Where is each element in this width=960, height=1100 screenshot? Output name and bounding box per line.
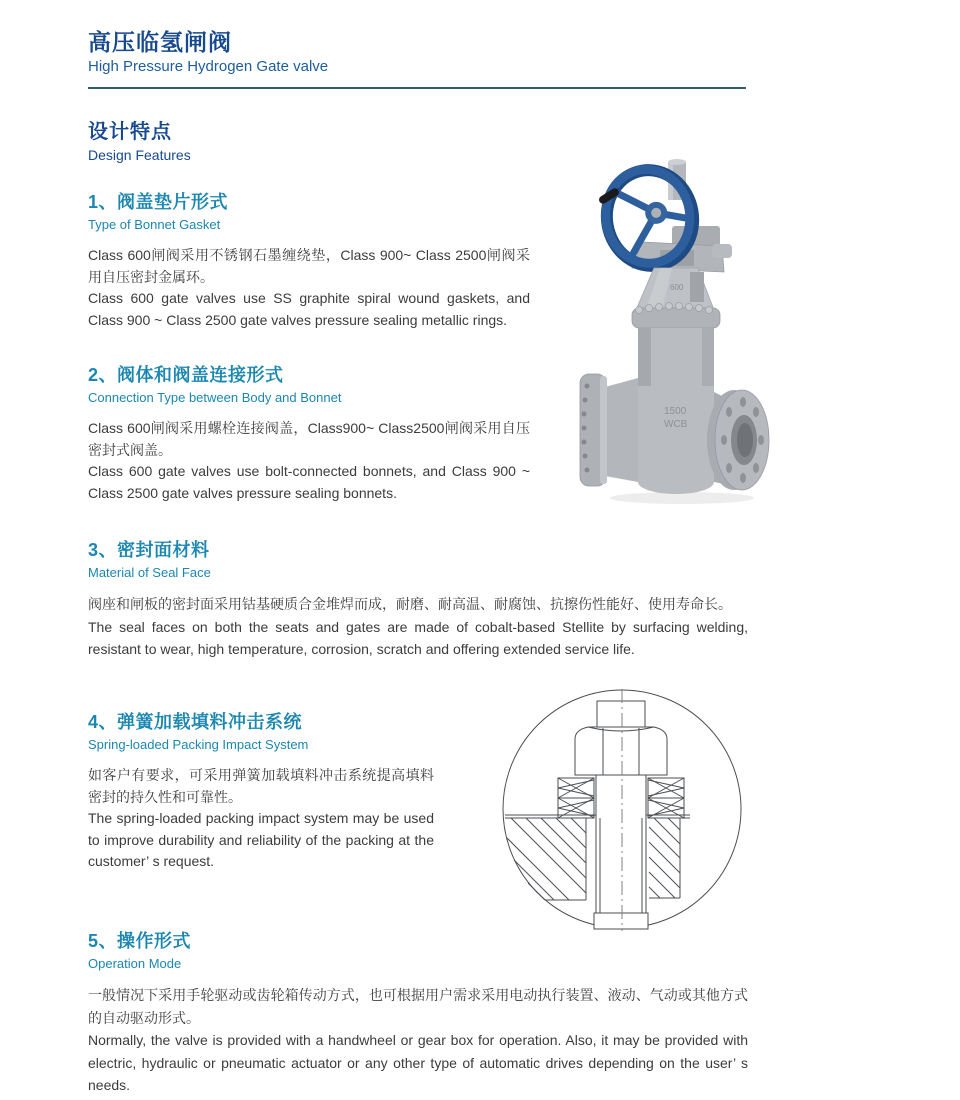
- belleville-washers-right: [648, 778, 684, 818]
- section-5-title-zh: 5、操作形式: [88, 931, 192, 951]
- section-3-title-en: Material of Seal Face: [88, 565, 211, 580]
- section-2-title-zh: 2、阀体和阀盖连接形式: [88, 365, 284, 385]
- section-4-title-en: Spring-loaded Packing Impact System: [88, 737, 309, 752]
- section-2-body-en: Class 600 gate valves use bolt-connected bonnets, and Class 900 ~ Class 2500 gate valves pressure sealing bonnets.: [88, 463, 530, 501]
- valve-bonnet: [636, 268, 714, 310]
- hatched-gland-left: [507, 818, 586, 900]
- hex-nut: [575, 701, 667, 775]
- section-1-title-zh: 1、阀盖垫片形式: [88, 192, 229, 212]
- design-features-en: Design Features: [88, 147, 191, 163]
- gate-valve-photo: [572, 150, 777, 508]
- section-seal-face-material: [88, 540, 748, 661]
- section-1-body: [88, 245, 530, 331]
- section-5-body: [88, 984, 748, 1097]
- body-marking-class: 1500: [664, 406, 687, 417]
- section-1-body-en: Class 600 gate valves use SS graphite spiral wound gaskets, and Class 900 ~ Class 2500 gate valves pressure sealing metallic rings.: [88, 290, 530, 328]
- page-header: [88, 28, 328, 76]
- section-bonnet-gasket: [88, 192, 530, 331]
- design-features-zh: 设计特点: [88, 121, 172, 143]
- section-5-body-en: Normally, the valve is provided with a handwheel or gear box for operation. Also, it may be provided with electric, hydraulic or pneumatic actuator or any other type of automatic drives depending on the user’ s needs.: [88, 1032, 748, 1093]
- section-operation-mode: [88, 931, 748, 1097]
- section-body-bonnet-connection: [88, 365, 530, 504]
- left-flange: [580, 374, 607, 486]
- section-5-body-zh: 一般情况下采用手轮驱动或齿轮箱传动方式，也可根据用户需求采用电动执行装置、液动、气动或其他方式的自动驱动形式。: [88, 987, 748, 1026]
- section-3-title-zh: 3、密封面材料: [88, 540, 210, 560]
- section-spring-loaded-packing: [88, 712, 434, 873]
- section-3-body-zh: 阀座和闸板的密封面采用钴基硬质合金堆焊而成，耐磨、耐高温、耐腐蚀、抗擦伤性能好、使用寿命长。: [88, 596, 732, 612]
- section-3-body-en: The seal faces on both the seats and gates are made of cobalt-based Stellite by surfacing welding, resistant to wear, high temperature, corrosion, scratch and offering extended service life.: [88, 618, 748, 657]
- section-1-title-en: Type of Bonnet Gasket: [88, 217, 221, 232]
- section-4-body-en: The spring-loaded packing impact system may be used to improve durability and reliability of the packing at the customer’ s request.: [88, 810, 434, 869]
- right-flange: [707, 390, 769, 490]
- section-4-title-zh: 4、弹簧加载填料冲击系统: [88, 712, 303, 732]
- section-5-title-en: Operation Mode: [88, 956, 182, 971]
- section-1-body-zh: Class 600闸阀采用不锈钢石墨缠绕垫，Class 900~ Class 2500闸阀采用自压密封金属环。: [88, 247, 530, 285]
- hatched-gland-right: [649, 818, 680, 898]
- header-divider: [88, 87, 746, 89]
- section-2-body-zh: Class 600闸阀采用螺栓连接阀盖，Class900~ Class2500闸阀采用自压密封式阀盖。: [88, 420, 530, 458]
- section-2-body: [88, 418, 530, 504]
- section-2-title-en: Connection Type between Body and Bonnet: [88, 390, 342, 405]
- page-title-en: High Pressure Hydrogen Gate valve: [88, 58, 329, 75]
- design-features-heading: [88, 120, 191, 163]
- section-3-body: [88, 593, 748, 661]
- bonnet-marking: 600: [670, 283, 684, 292]
- body-marking-material: WCB: [664, 419, 688, 430]
- belleville-washers-left: [558, 778, 594, 818]
- section-4-body-zh: 如客户有要求，可采用弹簧加载填料冲击系统提高填料密封的持久性和可靠性。: [88, 767, 434, 805]
- page-title-zh: 高压临氢闸阀: [88, 29, 232, 55]
- stud-bolt: [594, 775, 648, 929]
- section-4-body: [88, 765, 434, 873]
- packing-detail-drawing: [498, 685, 748, 935]
- valve-body-upper: [638, 328, 714, 388]
